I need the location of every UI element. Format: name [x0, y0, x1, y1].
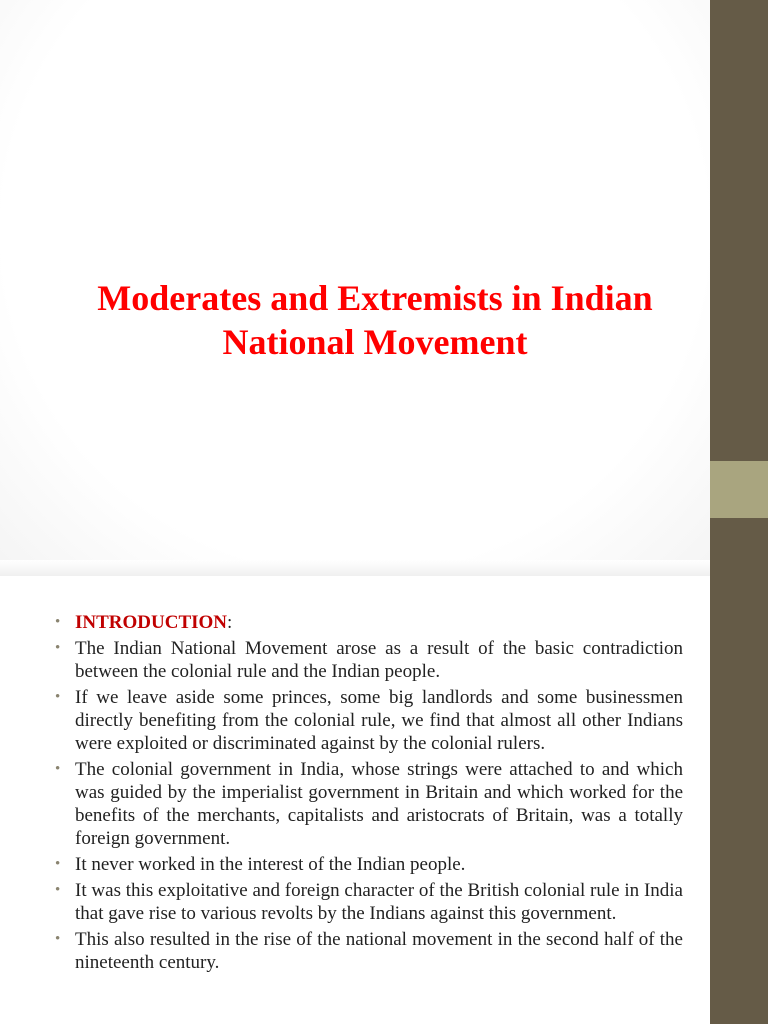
list-item: [55, 758, 683, 850]
list-item: [55, 637, 683, 683]
list-item-introduction: [55, 611, 683, 634]
list-item: [55, 879, 683, 925]
bullet-text: If we leave aside some princes, some big landlords and some businessmen directly benefiting from the colonial rule, we find that almost all other Indians were exploited or discriminated against by the colonial rulers.: [75, 687, 683, 754]
bullet-text: The colonial government in India, whose strings were attached to and which was guided by the imperialist government in Britain and which worked for the benefits of the merchants, capitalists and aristocrats of Britain, was a totally foreign government.: [75, 759, 683, 849]
bullet-list: [55, 611, 683, 977]
list-item: [55, 686, 683, 755]
introduction-colon: :: [227, 612, 233, 633]
bullet-text: This also resulted in the rise of the national movement in the second half of the nineteenth century.: [75, 929, 683, 973]
bullet-text: It was this exploitative and foreign character of the British colonial rule in India that gave rise to various revolts by the Indians against this government.: [75, 880, 683, 924]
bullet-icon: •: [55, 761, 61, 777]
bullet-icon: •: [55, 931, 61, 947]
list-item: [55, 853, 683, 876]
introduction-heading: INTRODUCTION: [75, 612, 228, 633]
bullet-text: It never worked in the interest of the Indian people.: [75, 854, 466, 875]
list-item: [55, 928, 683, 974]
bullet-icon: •: [55, 640, 61, 656]
slide-title: Moderates and Extremists in Indian National Movement: [97, 278, 653, 362]
bullet-text: The Indian National Movement arose as a result of the basic contradiction between the colonial rule and the Indian people.: [75, 638, 683, 682]
bullet-icon: •: [55, 882, 61, 898]
side-accent-block: [710, 461, 768, 518]
bullet-icon: •: [55, 614, 61, 630]
bullet-icon: •: [55, 856, 61, 872]
bullet-icon: •: [55, 689, 61, 705]
